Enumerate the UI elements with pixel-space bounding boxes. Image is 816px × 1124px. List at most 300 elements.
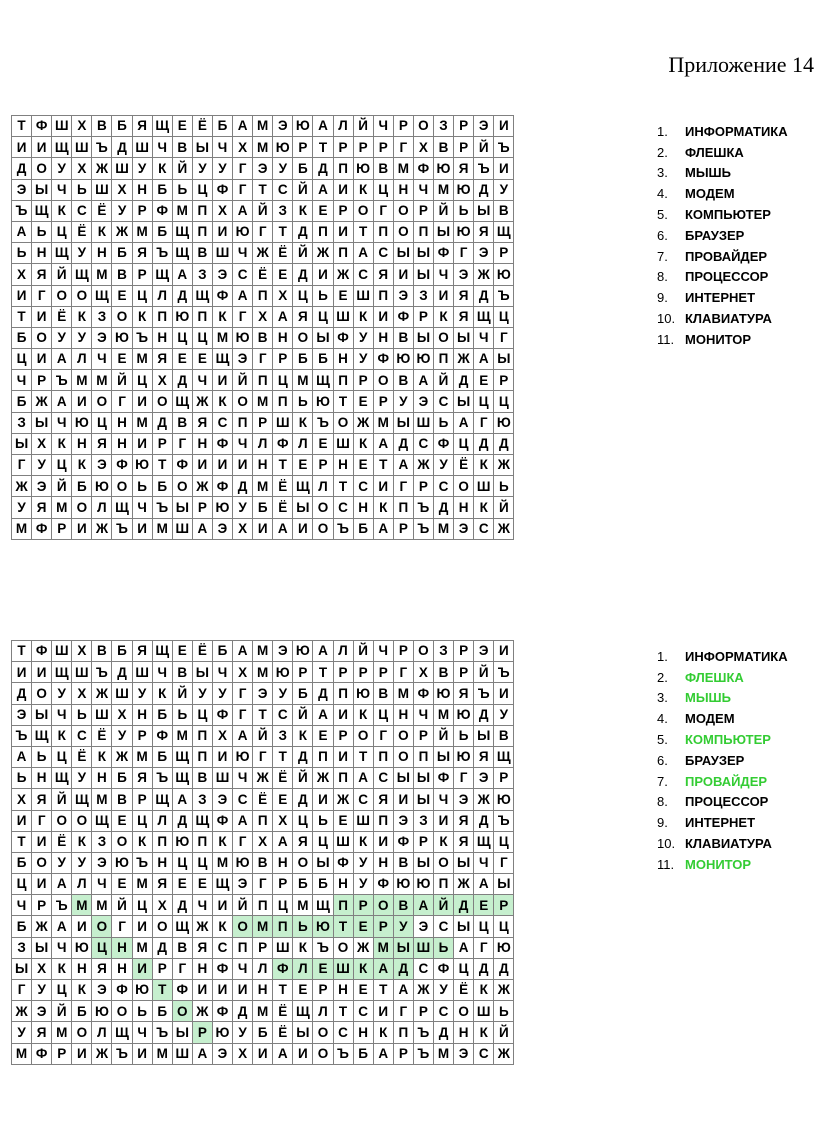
grid-cell: М [253,391,273,412]
word-text: ИНФОРМАТИКА [685,648,788,664]
grid-cell: С [72,200,92,221]
grid-row [12,1043,514,1064]
grid-cell: Щ [152,264,172,285]
grid-cell: Э [212,264,232,285]
grid-cell: Я [474,746,494,767]
grid-cell: В [192,243,212,264]
grid-cell: Ы [393,243,413,264]
grid-cell: В [92,116,112,137]
word-list-item [657,267,807,288]
grid-cell: Ш [172,518,192,539]
word-text: БРАУЗЕР [685,752,745,768]
grid-cell: А [233,285,253,306]
grid-cell: Й [52,789,72,810]
grid-cell: А [52,349,72,370]
grid-cell: Ы [12,433,32,454]
word-number: 5. [657,207,668,223]
grid-cell: У [353,874,373,895]
grid-cell: Ы [313,852,333,873]
grid-cell: Ф [152,725,172,746]
grid-cell: Ж [313,768,333,789]
grid-cell: Ъ [132,852,152,873]
grid-cell: Й [293,768,313,789]
grid-cell: Й [172,158,192,179]
grid-cell: П [333,895,353,916]
grid-cell: Ж [192,476,212,497]
grid-cell: Ж [92,518,112,539]
grid-cell: Ъ [474,683,494,704]
word-list-item [657,812,807,833]
grid-cell: Б [152,1001,172,1022]
grid-cell: Э [273,116,293,137]
grid-cell: Х [273,810,293,831]
grid-cell: Ё [273,768,293,789]
grid-cell: М [132,937,152,958]
grid-cell: И [12,810,32,831]
grid-cell: Ъ [112,518,132,539]
grid-cell: М [52,497,72,518]
grid-cell: У [72,852,92,873]
grid-cell: Х [233,662,253,683]
grid-cell: Ф [32,641,52,662]
grid-cell: Ъ [152,1022,172,1043]
grid-cell: М [373,412,393,433]
grid-cell: Ы [413,768,433,789]
grid-cell: В [494,200,514,221]
grid-row [12,789,514,810]
grid-cell: Й [233,895,253,916]
grid-cell: У [273,683,293,704]
grid-cell: Ю [172,306,192,327]
grid-cell: Л [313,1001,333,1022]
grid-cell: Ц [313,306,333,327]
grid-cell: Ж [353,937,373,958]
grid-cell: Ю [494,937,514,958]
word-list-solution [657,646,807,875]
word-text: ИНФОРМАТИКА [685,123,788,139]
grid-cell: Й [353,116,373,137]
grid-cell: Ю [92,476,112,497]
grid-cell: Г [32,285,52,306]
grid-cell: Б [112,768,132,789]
grid-cell: Н [253,455,273,476]
grid-cell: Н [92,243,112,264]
grid-cell: В [192,768,212,789]
grid-row [12,852,514,873]
grid-cell: А [373,1043,393,1064]
grid-cell: Г [474,412,494,433]
grid-cell: Т [333,391,353,412]
grid-cell: Ф [413,683,433,704]
grid-cell: О [233,916,253,937]
grid-cell: Р [253,412,273,433]
grid-cell: Ы [454,916,474,937]
word-list-item [657,688,807,709]
grid-cell: Ъ [92,662,112,683]
grid-cell: Ц [313,831,333,852]
grid-cell: М [172,725,192,746]
grid-cell: Ш [273,412,293,433]
grid-cell: Н [333,980,353,1001]
grid-cell: Ц [494,391,514,412]
grid-cell: Л [92,497,112,518]
word-list-item [657,204,807,225]
grid-cell: И [32,349,52,370]
grid-cell: А [12,221,32,242]
grid-cell: О [413,116,433,137]
grid-cell: О [72,497,92,518]
grid-cell: Ш [333,831,353,852]
grid-cell: Ю [313,916,333,937]
grid-cell: О [393,725,413,746]
grid-cell: Я [293,306,313,327]
grid-cell: К [293,937,313,958]
grid-cell: К [152,158,172,179]
grid-cell: Ф [212,810,232,831]
grid-cell: И [373,831,393,852]
grid-cell: Ц [12,874,32,895]
grid-cell: Ч [433,789,453,810]
grid-cell: К [132,306,152,327]
grid-cell: И [132,958,152,979]
grid-cell: Ж [494,518,514,539]
grid-cell: Ы [413,327,433,348]
grid-cell: М [12,1043,32,1064]
grid-cell: М [393,683,413,704]
grid-cell: Г [494,852,514,873]
grid-cell: Г [454,243,474,264]
grid-cell: Р [454,641,474,662]
grid-cell: Д [293,789,313,810]
grid-cell: Ц [192,327,212,348]
grid-cell: О [92,391,112,412]
grid-cell: Е [293,455,313,476]
grid-cell: В [494,725,514,746]
grid-cell: А [353,243,373,264]
grid-cell: Ы [433,221,453,242]
grid-cell: Я [293,831,313,852]
grid-cell: Т [373,455,393,476]
grid-cell: Г [172,433,192,454]
grid-cell: М [132,412,152,433]
grid-cell: Ф [373,874,393,895]
grid-cell: Ы [454,852,474,873]
grid-cell: К [152,683,172,704]
grid-cell: Ё [273,243,293,264]
grid-cell: Щ [52,243,72,264]
grid-cell: М [172,200,192,221]
grid-cell: Э [12,179,32,200]
grid-cell: Ж [32,391,52,412]
grid-cell: Ж [12,476,32,497]
grid-cell: Ь [32,221,52,242]
grid-cell: Д [112,662,132,683]
grid-cell: Б [112,641,132,662]
word-number: 11. [657,856,675,872]
word-list-item [657,667,807,688]
grid-row [12,1001,514,1022]
grid-cell: К [52,958,72,979]
grid-cell: Ж [494,455,514,476]
grid-cell: Щ [32,725,52,746]
grid-cell: Х [212,200,232,221]
grid-cell: А [233,200,253,221]
grid-cell: Г [393,476,413,497]
grid-cell: К [52,725,72,746]
grid-cell: Ы [313,327,333,348]
grid-cell: А [172,789,192,810]
grid-cell: Ъ [413,1022,433,1043]
word-number: 3. [657,165,668,181]
grid-cell: Э [92,455,112,476]
grid-row [12,349,514,370]
grid-cell: К [72,455,92,476]
word-list-item [657,329,807,350]
grid-cell: Т [313,137,333,158]
grid-cell: Э [253,683,273,704]
word-text: МОДЕМ [685,711,735,727]
grid-cell: Ю [233,221,253,242]
grid-cell: П [313,221,333,242]
grid-cell: В [92,641,112,662]
grid-cell: Б [12,327,32,348]
grid-cell: Ж [92,1043,112,1064]
grid-cell: П [233,937,253,958]
grid-cell: Ы [413,243,433,264]
grid-cell: Т [273,980,293,1001]
grid-cell: Э [413,391,433,412]
grid-cell: О [293,327,313,348]
grid-cell: Ю [393,349,413,370]
grid-row [12,200,514,221]
grid-cell: П [253,285,273,306]
grid-cell: Ъ [92,137,112,158]
grid-row [12,243,514,264]
grid-cell: О [313,1022,333,1043]
grid-cell: Д [172,285,192,306]
grid-cell: С [373,768,393,789]
grid-row [12,518,514,539]
grid-cell: Р [353,370,373,391]
grid-cell: М [92,264,112,285]
grid-cell: С [353,789,373,810]
grid-cell: Ш [212,768,232,789]
word-list-item [657,646,807,667]
grid-cell: Ч [212,137,232,158]
grid-cell: Э [273,641,293,662]
grid-cell: Н [333,349,353,370]
grid-cell: Х [72,641,92,662]
grid-cell: М [433,518,453,539]
grid-cell: Э [454,1043,474,1064]
grid-cell: М [72,370,92,391]
grid-cell: У [273,158,293,179]
grid-cell: А [413,370,433,391]
grid-cell: И [72,916,92,937]
grid-cell: М [132,874,152,895]
grid-cell: Ч [132,497,152,518]
grid-cell: Ю [454,704,474,725]
word-text: ФЛЕШКА [685,144,744,160]
grid-cell: Ж [474,789,494,810]
grid-cell: Ы [433,746,453,767]
grid-cell: В [393,327,413,348]
grid-cell: Ъ [12,200,32,221]
grid-cell: И [494,641,514,662]
word-list-item [657,854,807,875]
grid-cell: Р [393,1043,413,1064]
grid-cell: Ъ [494,810,514,831]
grid-cell: Э [474,243,494,264]
grid-cell: А [313,641,333,662]
grid-cell: Ф [212,285,232,306]
grid-cell: Ё [253,789,273,810]
grid-cell: С [273,704,293,725]
grid-cell: П [413,221,433,242]
grid-cell: Щ [212,874,232,895]
grid-cell: Ч [233,768,253,789]
grid-cell: Э [212,518,232,539]
grid-cell: Н [112,937,132,958]
grid-cell: Ч [92,874,112,895]
grid-cell: В [172,137,192,158]
grid-cell: Щ [52,768,72,789]
grid-cell: Х [32,433,52,454]
grid-cell: Ц [52,221,72,242]
grid-cell: Х [12,264,32,285]
grid-row [12,958,514,979]
grid-cell: Э [32,1001,52,1022]
grid-cell: Э [253,158,273,179]
grid-cell: И [253,1043,273,1064]
grid-cell: Ё [72,746,92,767]
grid-cell: И [373,476,393,497]
grid-cell: Р [333,137,353,158]
grid-cell: Ы [32,937,52,958]
grid-cell: Р [454,662,474,683]
grid-cell: Ж [92,158,112,179]
grid-cell: Т [12,116,32,137]
grid-cell: Р [293,137,313,158]
grid-cell: Ь [454,725,474,746]
grid-cell: О [32,327,52,348]
grid-cell: И [313,264,333,285]
grid-cell: Я [132,116,152,137]
grid-cell: Й [353,641,373,662]
grid-cell: А [454,412,474,433]
grid-cell: Х [112,179,132,200]
grid-cell: Я [92,958,112,979]
grid-cell: Л [313,476,333,497]
grid-cell: Ю [353,683,373,704]
grid-cell: Т [273,221,293,242]
grid-cell: Ё [92,200,112,221]
grid-cell: О [433,852,453,873]
grid-cell: Л [333,641,353,662]
grid-row [12,497,514,518]
grid-cell: Ц [454,958,474,979]
grid-cell: И [72,1043,92,1064]
word-number: 6. [657,227,668,243]
grid-cell: Н [132,704,152,725]
grid-cell: Р [273,874,293,895]
grid-cell: Ж [32,916,52,937]
grid-cell: П [192,746,212,767]
grid-cell: А [172,264,192,285]
grid-cell: П [373,221,393,242]
grid-cell: О [454,1001,474,1022]
grid-cell: В [373,683,393,704]
grid-cell: Э [454,518,474,539]
grid-cell: В [433,137,453,158]
grid-cell: Р [413,831,433,852]
grid-cell: Щ [92,285,112,306]
grid-cell: С [413,433,433,454]
grid-cell: Ш [413,937,433,958]
grid-cell: Е [353,916,373,937]
grid-cell: К [52,200,72,221]
grid-cell: П [192,200,212,221]
grid-cell: М [132,349,152,370]
grid-cell: Ч [212,662,232,683]
grid-cell: Ч [433,264,453,285]
grid-cell: Ш [92,704,112,725]
grid-cell: Щ [72,264,92,285]
word-text: КЛАВИАТУРА [685,836,772,852]
grid-cell: Е [353,391,373,412]
grid-cell: Я [373,264,393,285]
grid-cell: И [313,789,333,810]
grid-cell: К [474,455,494,476]
grid-cell: Г [233,306,253,327]
grid-cell: Ь [454,200,474,221]
grid-cell: Ю [393,874,413,895]
grid-cell: П [333,158,353,179]
grid-cell: Ю [92,1001,112,1022]
grid-cell: С [333,497,353,518]
wordsearch-grid-solution [11,640,514,1065]
grid-cell: Ж [253,768,273,789]
grid-cell: И [333,746,353,767]
grid-cell: Э [233,349,253,370]
grid-cell: Ц [172,327,192,348]
grid-row [12,370,514,391]
grid-cell: И [192,980,212,1001]
grid-row [12,476,514,497]
grid-cell: К [373,497,393,518]
grid-cell: Т [12,831,32,852]
grid-cell: А [373,518,393,539]
grid-cell: М [152,1043,172,1064]
grid-cell: В [253,852,273,873]
grid-cell: Ч [373,116,393,137]
grid-cell: Ф [212,476,232,497]
grid-cell: Б [112,116,132,137]
grid-cell: Д [454,895,474,916]
word-number: 9. [657,290,668,306]
grid-cell: Т [12,641,32,662]
grid-cell: Ш [273,937,293,958]
grid-cell: П [192,725,212,746]
grid-cell: Д [313,683,333,704]
grid-cell: Я [192,937,212,958]
grid-cell: С [353,264,373,285]
grid-cell: Ъ [494,137,514,158]
grid-cell: И [132,433,152,454]
word-text: МОНИТОР [685,856,752,872]
grid-cell: У [32,455,52,476]
grid-cell: Й [433,895,453,916]
